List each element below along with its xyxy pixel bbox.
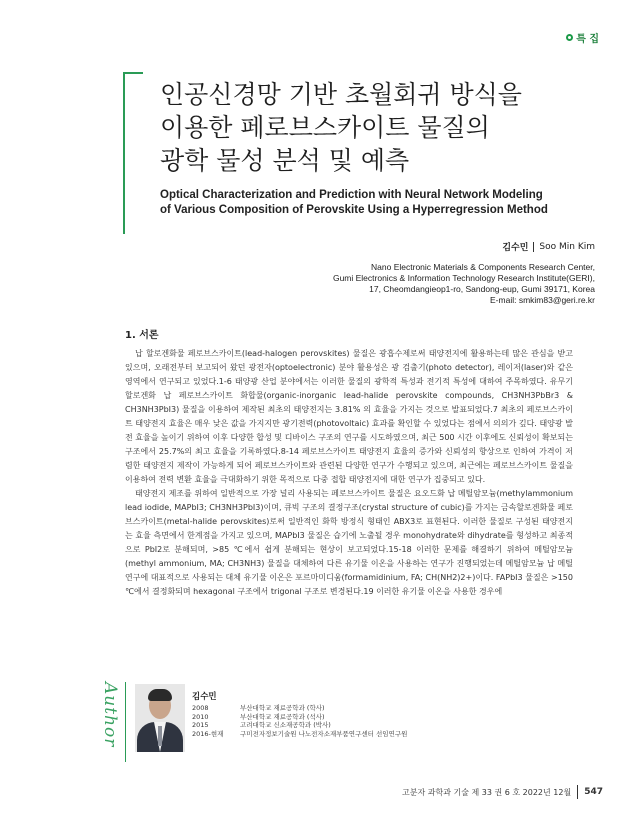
- body-text: [125, 347, 573, 599]
- career-row: [192, 704, 407, 713]
- author-box-name: 김수민: [192, 692, 217, 702]
- author-name-korean: 김수민: [502, 243, 529, 253]
- career-desc: 구미전자정보기술원 나노전자소재부품연구센터 선임연구원: [240, 729, 408, 738]
- affiliation-line: Gumi Electronics & Information Technology Research Institute(GERI),: [332, 273, 595, 283]
- career-row: [192, 721, 407, 730]
- author-photo: [135, 684, 185, 752]
- circle-bullet-icon: [566, 34, 573, 41]
- author-career-list: [192, 704, 407, 738]
- career-desc: 부산대학교 재료공학과 (학사): [240, 704, 325, 712]
- journal-info: 고분자 과학과 기술 제 33 권 6 호 2022년 12월: [402, 787, 572, 797]
- career-year: 2016-현재: [192, 729, 224, 738]
- english-title: [160, 188, 600, 218]
- photo-tie: [158, 726, 162, 746]
- footer-separator: [577, 785, 578, 799]
- photo-hair: [148, 689, 172, 701]
- author-email: E-mail: smkim83@geri.re.kr: [490, 295, 595, 305]
- career-row: [192, 730, 407, 739]
- english-title-line: of Various Composition of Perovskite Using a Hyperregression Method: [160, 204, 548, 216]
- korean-title: [160, 78, 580, 177]
- korean-title-line: 이용한 페로브스카이트 물질의: [160, 113, 490, 142]
- korean-title-line: 광학 물성 분석 및 예측: [160, 146, 410, 175]
- section-heading-introduction: 1. 서론: [125, 330, 159, 341]
- affiliation-line: Nano Electronic Materials & Components Research Center,: [371, 262, 595, 272]
- page-number: 547: [584, 787, 603, 797]
- byline-separator: [533, 242, 534, 252]
- body-paragraph: 납 할로겐화물 페로브스카이트(lead-halogen perovskites) 물질은 광흡수제로써 태양전지에 활용하는데 많은 관심을 받고 있으며, 오래전부터 보고되어 왔던 광전자(optoelectronic) 분야 활용성은 광 검출기(photo detector), 레이저(laser)와 같은 영역에서 연구되고 있었다.1-6 태양광 산업 분야에서는 이러한 물질의 광학적 특성과 전기적 특성에 대하여 주목하였다. 유무기 할로겐화 납 페로브스카이트 화합물(organic-inorganic lead-halide perovskite compounds, CH3NH3PbBr3 & CH3NH3PbI3) 물질을 이용하여 제작된 최초의 태양전지는 3.81% 의 효율을 가지는 것으로 발표되었다.7 최초의 페로브스카이트 태양전지 효율은 매우 낮은 값을 가지지만 광기전력(photovoltaic) 효과를 확인할 수 있었다는 점에서 의의가 깊다. 태양광 발전 효율을 높이기 위하여 이후 다양한 합성 및 디바이스 구조의 연구를 시도하였으며, 최근 500 시간 이후에도 신뢰성이 확보되는 구조에서 25.7%의 최고 효율을 기록하였다.8-14 페로브스카이트 태양전지 효율의 증가와 신뢰성의 향상으로 인하여 가격이 저렴한 태양전지 제작이 가능하게 되어 페로브스카이트와 관련된 다양한 연구가 수행되고 있으며, 최근에는 페로브스카이트 물질을 이용하여 전력 변환 효율을 극대화하기 위한 목적으로 다중 접합 태양전지에 대한 연구가 집중되고 있다.: [125, 349, 573, 484]
- author-name-english: Soo Min Kim: [539, 241, 595, 252]
- career-year: 2015: [192, 721, 209, 729]
- career-year: 2010: [192, 712, 209, 721]
- title-bracket-decoration: [123, 72, 143, 234]
- author-byline: [502, 240, 595, 253]
- career-desc: 고려대학교 신소재공학과 (박사): [240, 721, 331, 729]
- english-title-line: Optical Characterization and Prediction with Neural Network Modeling: [160, 189, 543, 201]
- career-desc: 부산대학교 재료공학과 (석사): [240, 712, 325, 721]
- section-tag-label: 특 집: [576, 34, 599, 45]
- page-footer: [402, 785, 603, 799]
- korean-title-line: 인공신경망 기반 초월회귀 방식을: [160, 80, 522, 109]
- career-row: [192, 713, 407, 722]
- career-year: 2008: [192, 704, 209, 712]
- author-section-label: Author: [100, 682, 120, 748]
- section-tag: [566, 30, 599, 45]
- author-divider: [125, 682, 126, 762]
- author-affiliation: [275, 262, 595, 306]
- body-paragraph: 태양전지 제조를 위하여 일반적으로 가장 널리 사용되는 페로브스카이트 물질은 요오드화 납 메틸암모늄(methylammonium lead iodide, MAPbI3; CH3NH3PbI3)이며, 큐빅 구조의 결정구조(crystal structure of cubic)를 가지는 금속할로겐화물 페로브스카이트(metal-halide perovskites)로써 일반적인 화학 방정식 형태인 ABX3로 표현된다. 이러한 물질로 구성된 태양전지는 효율 측면에서 한계점을 가지고 있으며, MAPbI3 물질은 습기에 노출될 경우 monohydrate와 dihydrate를 형성하고 최종적으로 PbI2로 분해되며, >85 ℃에서 쉽게 분해되는 현상이 보고되었다.15-18 이러한 문제를 해결하기 위하여 메틸암모늄(methyl ammonium, MA; CH3NH3) 물질을 대체하여 다른 유기물 이온을 사용하는 연구가 진행되었는데 메틸암모늄 납 메틸 연구에 대표적으로 사용되는 대체 유기물 이온은 포르마미디움(formamidinium, FA; CH(NH2)2+)이다. FAPbI3 물질은 >150 ℃에서 결정화되며 hexagonal 구조에서 trigonal 구조로 변경된다.19 이러한 유기물 이온을 사용한 경우에: [125, 489, 573, 596]
- affiliation-line: 17, Cheomdangieop1-ro, Sandong-eup, Gumi 39171, Korea: [369, 284, 595, 294]
